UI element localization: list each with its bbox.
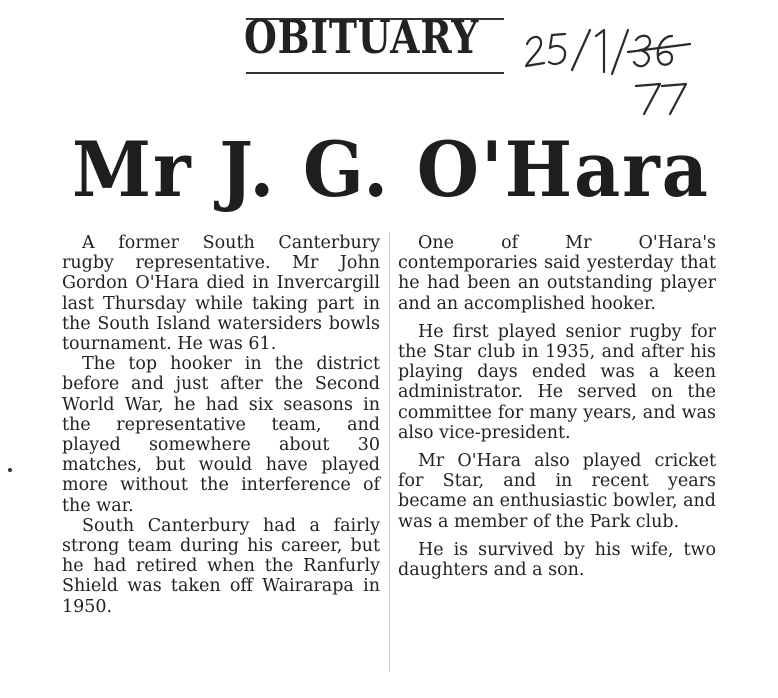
scan-speck [8, 468, 12, 472]
paragraph: Mr O'Hara also played cricket for Star, and in recent years became an enthusiastic bowler, and was a member of the Park club. [398, 451, 716, 532]
heading-rule-bottom [246, 72, 504, 74]
paragraph: One of Mr O'Hara's contemporaries said yesterday that he had been an outstanding player and an accomplished hooker. [398, 233, 716, 314]
article-column-left [62, 233, 380, 617]
paragraph: He first played senior rugby for the Star club in 1935, and after his playing days ended was a keen administrator. He served on the committee for many years, and was also vice-president. [398, 321, 716, 443]
paragraph: A former South Canterbury rugby representative. Mr John Gordon O'Hara died in Invercargill last Thursday while taking part in the South Island watersiders bowls tournament. He was 61. [62, 233, 380, 355]
paragraph: The top hooker in the district before and just after the Second World War, he had six seasons in the representative team, and played somewhere about 30 matches, but would have played more without the interference of the war. [62, 354, 380, 516]
column-divider [389, 232, 390, 672]
section-label: OBITUARY [244, 10, 480, 64]
paragraph: He is survived by his wife, two daughters and a son. [398, 539, 716, 581]
paragraph: South Canterbury had a fairly strong team during his career, but he had retired when the Ranfurly Shield was taken off Wairarapa in 1950. [62, 515, 380, 617]
article-column-right [398, 233, 716, 580]
headline: Mr J. G. O'Hara [72, 125, 710, 214]
